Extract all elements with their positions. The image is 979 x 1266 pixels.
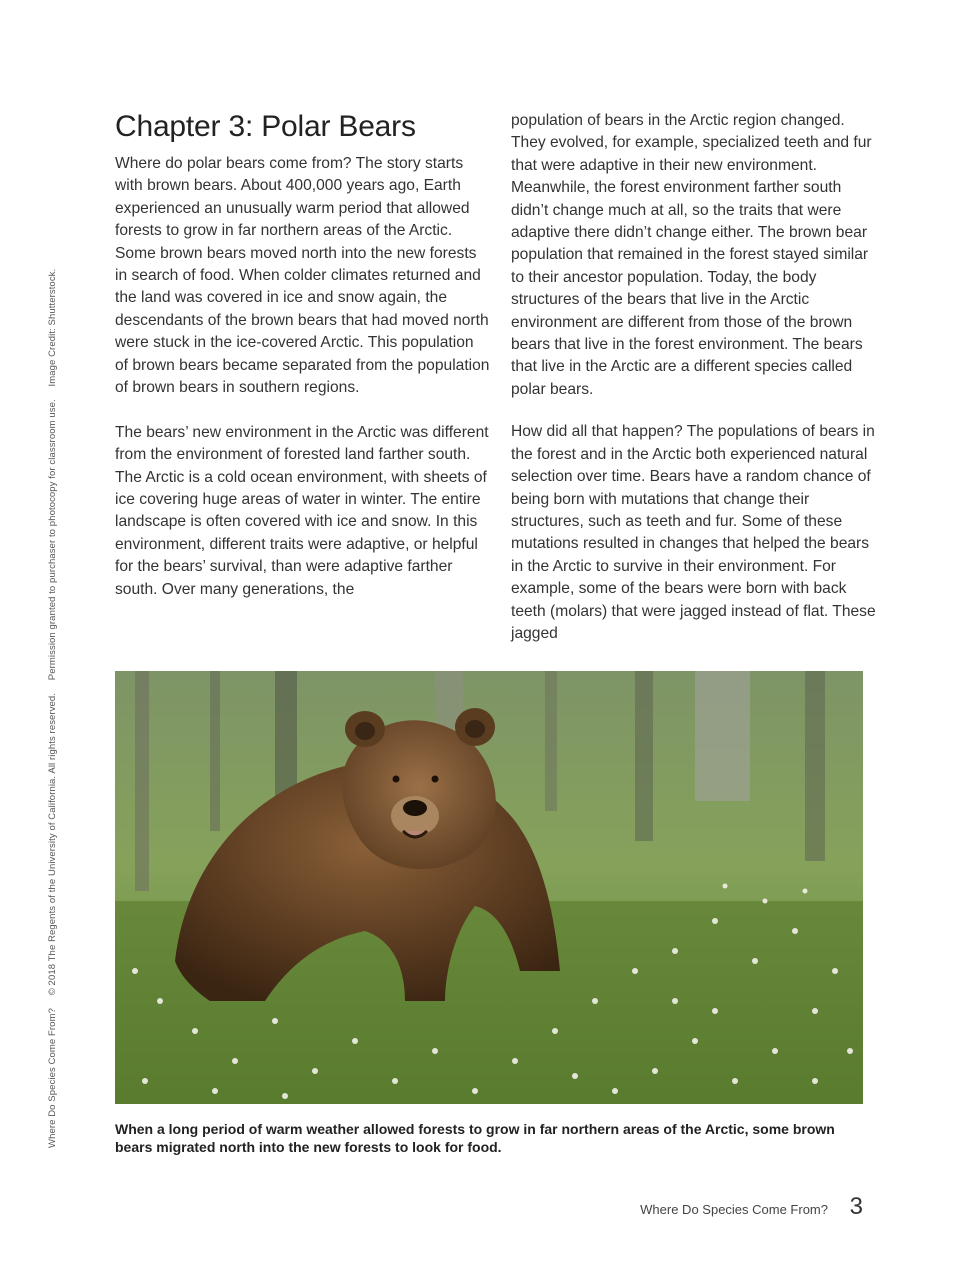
photo-caption: When a long period of warm weather allowed forests to grow in far northern areas of the Arctic, some brown bears migrated north into the new forests to look for food.	[115, 1121, 835, 1155]
footer-book-title: Where Do Species Come From?	[640, 1202, 828, 1217]
body-paragraph: How did all that happen? The populations of bears in the forest and in the Arctic both experienced natural selection over time. Bears have a random chance of being born with mutations that change their structures, such as teeth and fur. Some of these mutations resulted in changes that helped the bears in the Arctic to survive in their environment. For example, some of the bears were born with back teeth (molars) that were jagged instead of flat. These jagged	[511, 423, 876, 642]
body-paragraph: population of bears in the Arctic region changed. They evolved, for example, specialized teeth and fur that were adaptive in their new environment. Meanwhile, the forest environment farther south didn’t change much at all, so the traits that were adaptive there didn’t change either. The brown bear population that remained in the forest stayed similar to their ancestor population. Today, the body structures of the bears that live in the Arctic environment are different from those of the brown bears that live in the forest environment. The bears that live in the Arctic are a different species called polar bears.	[511, 112, 872, 398]
right-column	[511, 108, 876, 645]
sidebar-book-title: Where Do Species Come From?	[47, 1008, 58, 1148]
sidebar-copyright: © 2018 The Regents of the University of California. All rights reserved.	[47, 692, 58, 996]
body-paragraph: The bears’ new environment in the Arctic was different from the environment of forested land farther south. The Arctic is a cold ocean environment, with sheets of ice covering huge areas of water in winter. The entire landscape is often covered with ice and snow. In this environment, different traits were adaptive, or helpful for the bears’ survival, than were adaptive farther south. Over many generations, the	[115, 423, 489, 598]
sidebar-image-credit: Image Credit: Shutterstock.	[47, 268, 58, 387]
brown-bear-photo	[115, 671, 863, 1104]
sidebar-permission: Permission granted to purchaser to photocopy for classroom use.	[47, 399, 58, 681]
body-paragraph: Where do polar bears come from? The story starts with brown bears. About 400,000 years ago, Earth experienced an unusually warm period that allowed forests to grow in far northern areas of the Arctic. Some brown bears moved north into the new forests in search of food. When colder climates returned and the land was covered in ice and snow again, the descendants of the brown bears that had moved north were stuck in the ice-covered Arctic. This population of brown bears became separated from the population of brown bears in southern regions.	[115, 155, 490, 397]
sidebar-credit	[47, 248, 58, 1148]
left-column	[115, 108, 490, 601]
brown-bear-illustration	[115, 671, 863, 1104]
chapter-title: Chapter 3: Polar Bears	[115, 110, 416, 143]
page-number: 3	[849, 1193, 863, 1220]
